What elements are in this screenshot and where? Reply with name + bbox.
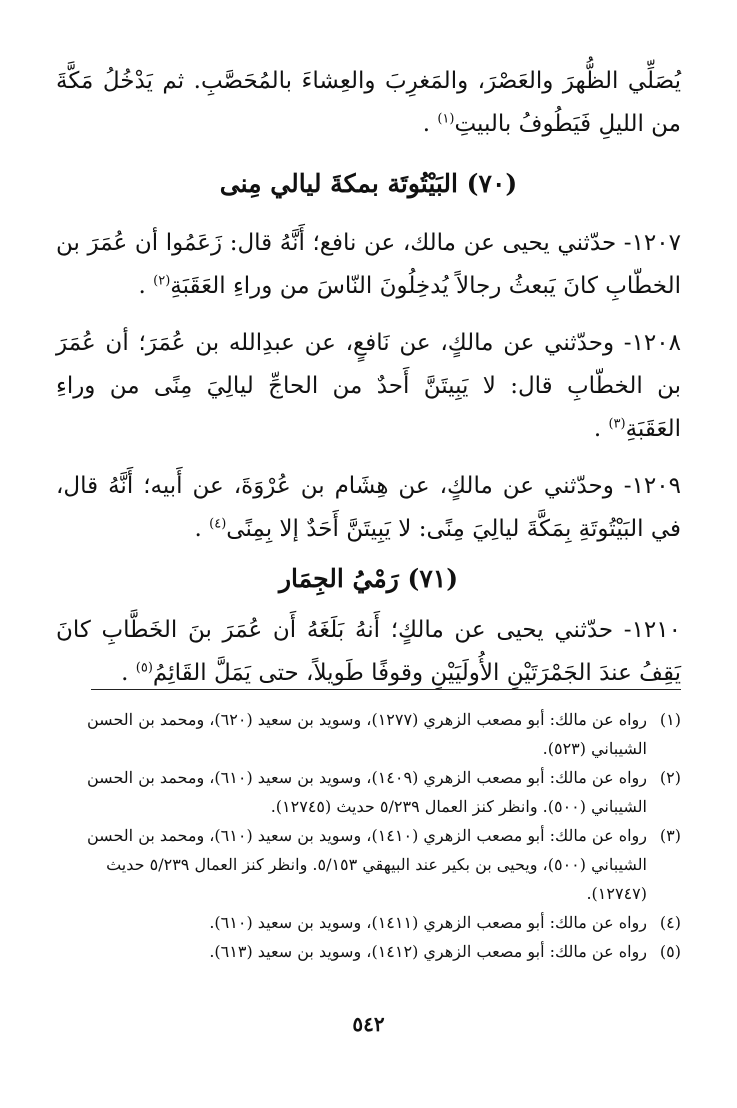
footnote-number: (٤)	[659, 913, 681, 932]
hadith-text: ١٢٠٩- وحدّثني عن مالكٍ، عن هِشَام بن عُرْوَةَ، عن أَبيه؛ أَنَّهُ قال، في البَيْتُوتَةِ بِمَكَّةَ ليالِيَ مِنًى: لا يَبِيتَنَّ أَحَدٌ إلا بِمِنًى	[56, 473, 681, 542]
footnote-ref: (٤)	[209, 516, 227, 532]
hadith-1209: ١٢٠٩- وحدّثني عن مالكٍ، عن هِشَام بن عُرْوَةَ، عن أَبيه؛ أَنَّهُ قال، في البَيْتُوتَةِ بِمَكَّةَ ليالِيَ مِنًى: لا يَبِيتَنَّ أَحَدٌ إلا بِمِنًى$^{(٤)}$ .	[56, 473, 681, 542]
chapter-heading-70: (٧٠) البَيْتُوتَة بمكةَ ليالي مِنى	[219, 169, 518, 198]
footnote-item	[56, 705, 681, 763]
footnote-text: رواه عن مالك: أبو مصعب الزهري (١٢٧٧)، وسويد بن سعيد (٦٢٠)، ومحمد بن الحسن الشيباني (٥٢٣).	[87, 710, 647, 758]
footnote-text: رواه عن مالك: أبو مصعب الزهري (١٤١٠)، وسويد بن سعيد (٦١٠)، ومحمد بن الحسن الشيباني (٥٠٠)، ويحيى بن بكير عند البيهقي ٥/١٥٣. وانظر كنز العمال ٥/٢٣٩ حديث (١٢٧٤٧).	[87, 826, 647, 903]
footnote-item	[56, 763, 681, 821]
footnote-text: رواه عن مالك: أبو مصعب الزهري (١٤١٢)، وسويد بن سعيد (٦١٣).	[209, 942, 647, 961]
intro-line2: الليلِ فَيَطُوفُ بالبيتِ	[454, 111, 644, 137]
hadith-1207: ١٢٠٧- حدّثني يحيى عن مالك، عن نافع؛ أَنَّهُ قال: زَعَمُوا أن عُمَرَ بن الخطّابِ كانَ يَبعثُ رجالاً يُدخِلُونَ النّاسَ من وراءِ العَقَبَةِ$^{(٢)}$ .	[56, 230, 681, 299]
footnote-item	[56, 908, 681, 937]
footnote-ref: (١)	[437, 111, 455, 127]
hadith-text: ١٢٠٧- حدّثني يحيى عن مالك، عن نافع؛ أَنَّهُ قال: زَعَمُوا أن عُمَرَ بن الخطّابِ كانَ يَبعثُ رجالاً يُدخِلُونَ النّاسَ من وراءِ العَقَبَةِ	[56, 230, 681, 299]
chapter-heading-71: (٧١) رَمْيُ الجِمَار	[278, 564, 459, 593]
footnote-item	[56, 821, 681, 908]
footnote-text: رواه عن مالك: أبو مصعب الزهري (١٤٠٩)، وسويد بن سعيد (٦١٠)، ومحمد بن الحسن الشيباني (٥٠٠). وانظر كنز العمال ٥/٢٣٩ حديث (١٢٧٤٥).	[87, 768, 647, 816]
footnote-number: (٣)	[659, 826, 681, 845]
hadith-1210: ١٢١٠- حدّثني يحيى عن مالكٍ؛ أَنهُ بَلَغَهُ أَن عُمَرَ بنَ الخَطَّابِ كانَ يَقِفُ عندَ الجَمْرَتَيْنِ الأُولَيَيْنِ وقوفًا طَويلاً، حتى يَمَلَّ القَائِمُ$^{(٥)}$ .	[56, 617, 681, 686]
hadith-text: ١٢١٠- حدّثني يحيى عن مالكٍ؛ أَنهُ بَلَغَهُ أَن عُمَرَ بنَ الخَطَّابِ كانَ يَقِفُ عندَ الجَمْرَتَيْنِ الأُولَيَيْنِ وقوفًا طَويلاً، حتى يَمَلَّ القَائِمُ	[56, 617, 681, 686]
footnote-number: (٥)	[659, 942, 681, 961]
footnote-divider	[91, 689, 681, 690]
footnote-item	[56, 937, 681, 966]
footnote-ref: (٣)	[608, 416, 626, 432]
intro-line2-end: .	[422, 111, 438, 137]
intro-paragraph	[56, 60, 681, 146]
footnote-ref: (٥)	[135, 660, 153, 676]
hadith-1208: ١٢٠٨- وحدّثني عن مالكٍ، عن نَافعٍ، عن عبدِالله بن عُمَرَ؛ أن عُمَرَ بن الخطّابِ قال: لا يَبِيتَنَّ أَحدٌ من الحاجِّ ليالِيَ مِنًى من وراءِ العَقَبَةِ$^{(٣)}$ .	[56, 330, 681, 442]
intro-line1: يُصَلِّي الظُّهرَ والعَصْرَ، والمَغرِبَ والعِشاءَ بالمُحَصَّبِ. ثم يَدْخُلُ مَكَّةَ من	[56, 68, 681, 137]
footnotes	[56, 705, 681, 966]
page-number: ٥٤٢	[352, 1012, 385, 1036]
footnote-number: (٢)	[659, 768, 681, 787]
footnote-ref: (٢)	[153, 273, 171, 289]
footnote-text: رواه عن مالك: أبو مصعب الزهري (١٤١١)، وسويد بن سعيد (٦١٠).	[209, 913, 647, 932]
footnote-number: (١)	[659, 710, 681, 729]
hadith-text: ١٢٠٨- وحدّثني عن مالكٍ، عن نَافعٍ، عن عبدِالله بن عُمَرَ؛ أن عُمَرَ بن الخطّابِ قال: لا يَبِيتَنَّ أَحدٌ من الحاجِّ ليالِيَ مِنًى من وراءِ العَقَبَةِ	[56, 330, 681, 442]
main-text	[56, 60, 681, 695]
